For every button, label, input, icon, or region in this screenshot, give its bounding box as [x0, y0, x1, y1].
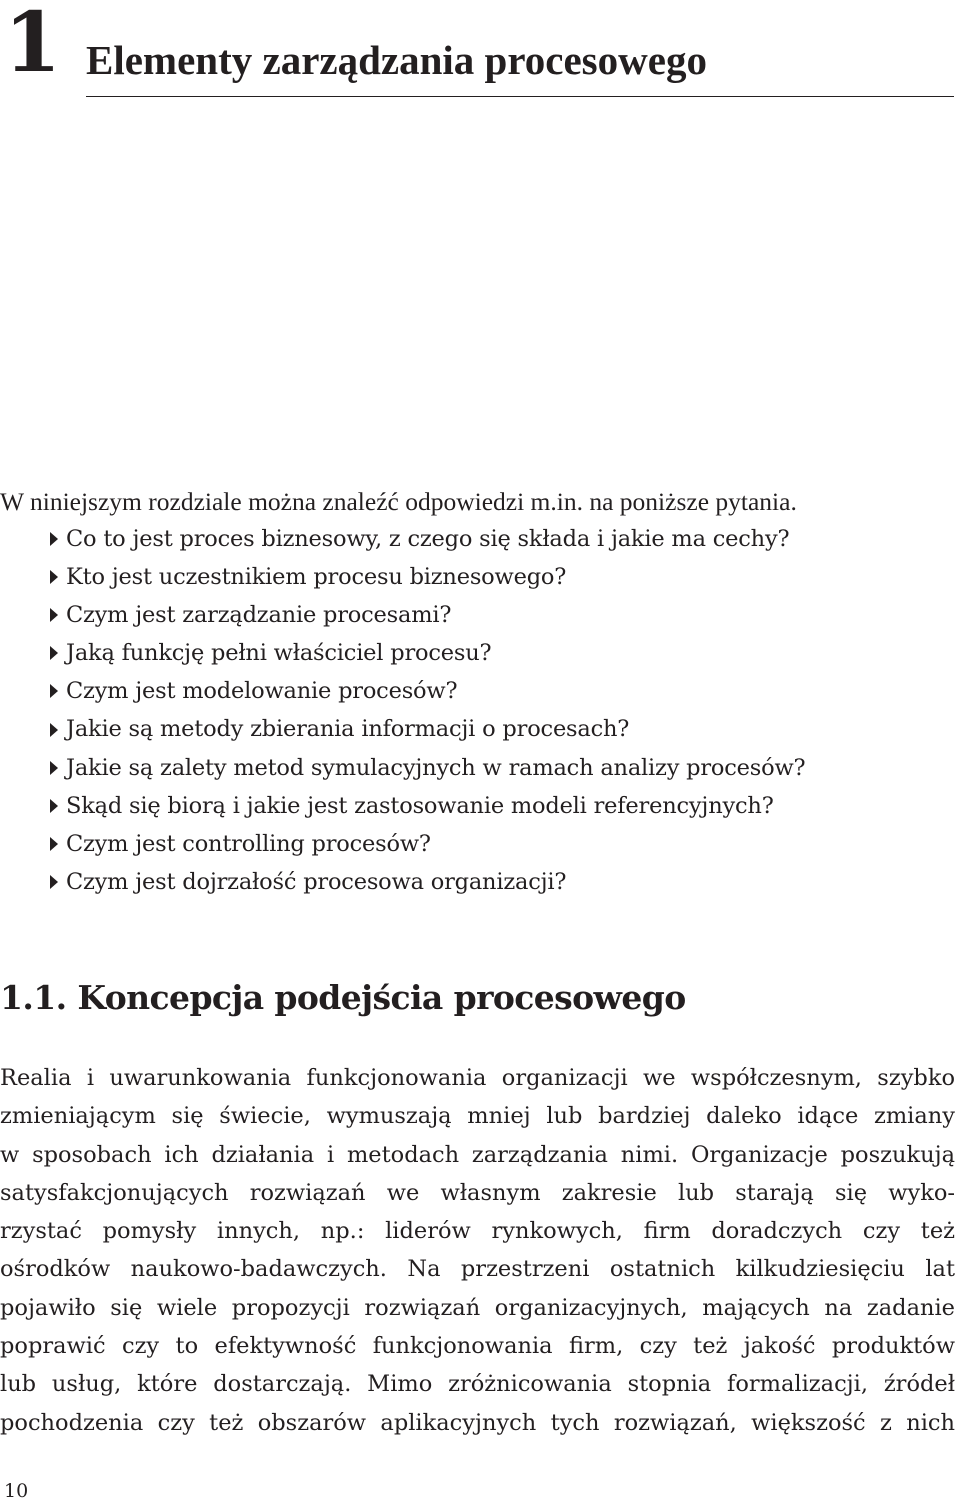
question-text: Czym jest zarządzanie procesami?	[66, 602, 452, 629]
list-item	[0, 710, 805, 748]
paragraph-line: ośrodków naukowo-badawczych. Na przestrzeni ostatnich kilkudziesięciu lat	[0, 1256, 955, 1283]
question-text: Jakie są zalety metod symulacyjnych w ramach analizy procesów?	[66, 754, 806, 781]
question-text: Kto jest uczestnikiem procesu biznesowego?	[66, 564, 567, 591]
paragraph-line: zmieniającym się świecie, wymuszają mniej lub bardziej daleko idące zmiany	[0, 1103, 955, 1130]
triangle-bullet-icon	[50, 570, 58, 584]
question-text: Jaką funkcję pełni właściciel procesu?	[66, 640, 492, 667]
triangle-bullet-icon	[50, 761, 58, 775]
section-heading: 1.1. Koncepcja podejścia procesowego	[0, 978, 686, 1017]
intro-text: W niniejszym rozdziale można znaleźć odpowiedzi m.in. na poniższe pytania.	[0, 487, 797, 516]
chapter-title: Elementy zarządzania procesowego	[86, 37, 707, 83]
list-item	[0, 596, 805, 634]
triangle-bullet-icon	[50, 799, 58, 813]
page-number: 10	[4, 1480, 29, 1502]
list-item	[0, 863, 805, 901]
paragraph-line: satysfakcjonujących rozwiązań we własnym zakresie lub starają się wyko-	[0, 1179, 955, 1206]
question-text: Co to jest proces biznesowy, z czego się składa i jakie ma cechy?	[66, 526, 790, 552]
triangle-bullet-icon	[50, 723, 58, 737]
chapter-title-rule	[86, 96, 954, 97]
triangle-bullet-icon	[50, 875, 58, 889]
question-text: Czym jest dojrzałość procesowa organizacji?	[66, 868, 567, 895]
list-item	[0, 825, 805, 863]
paragraph-line: lub usług, które dostarczają. Mimo zróżnicowania stopnia formalizacji, źródeł	[0, 1371, 955, 1398]
list-item	[0, 634, 805, 672]
chapter-number: 1	[4, 0, 60, 91]
paragraph-line: pojawiło się wiele propozycji rozwiązań organizacyjnych, mających na zadanie	[0, 1294, 955, 1321]
question-text: Jakie są metody zbierania informacji o procesach?	[66, 716, 630, 743]
question-text: Czym jest controlling procesów?	[66, 830, 431, 857]
list-item	[0, 672, 805, 710]
triangle-bullet-icon	[50, 608, 58, 622]
paragraph-line: w sposobach ich działania i metodach zarządzania nimi. Organizacje poszukują	[0, 1141, 955, 1168]
triangle-bullet-icon	[50, 646, 58, 660]
paragraph-line: Realia i uwarunkowania funkcjonowania organizacji we współczesnym, szybko	[0, 1065, 955, 1091]
paragraph-line: rzystać pomysły innych, np.: liderów rynkowych, firm doradczych czy też	[0, 1218, 955, 1245]
triangle-bullet-icon	[50, 837, 58, 851]
triangle-bullet-icon	[50, 684, 58, 698]
list-item	[0, 558, 805, 596]
list-item	[0, 749, 805, 787]
paragraph-line: pochodzenia czy też obszarów aplikacyjnych tych rozwiązań, większość z nich	[0, 1409, 955, 1436]
question-list	[0, 520, 805, 901]
list-item	[0, 787, 805, 825]
list-item	[0, 520, 805, 558]
question-text: Czym jest modelowanie procesów?	[66, 678, 458, 705]
triangle-bullet-icon	[50, 532, 58, 546]
body-paragraph	[0, 1059, 955, 1442]
paragraph-line: poprawić czy to efektywność funkcjonowania firm, czy też jakość produktów	[0, 1333, 955, 1360]
question-text: Skąd się biorą i jakie jest zastosowanie modeli referencyjnych?	[66, 792, 774, 819]
